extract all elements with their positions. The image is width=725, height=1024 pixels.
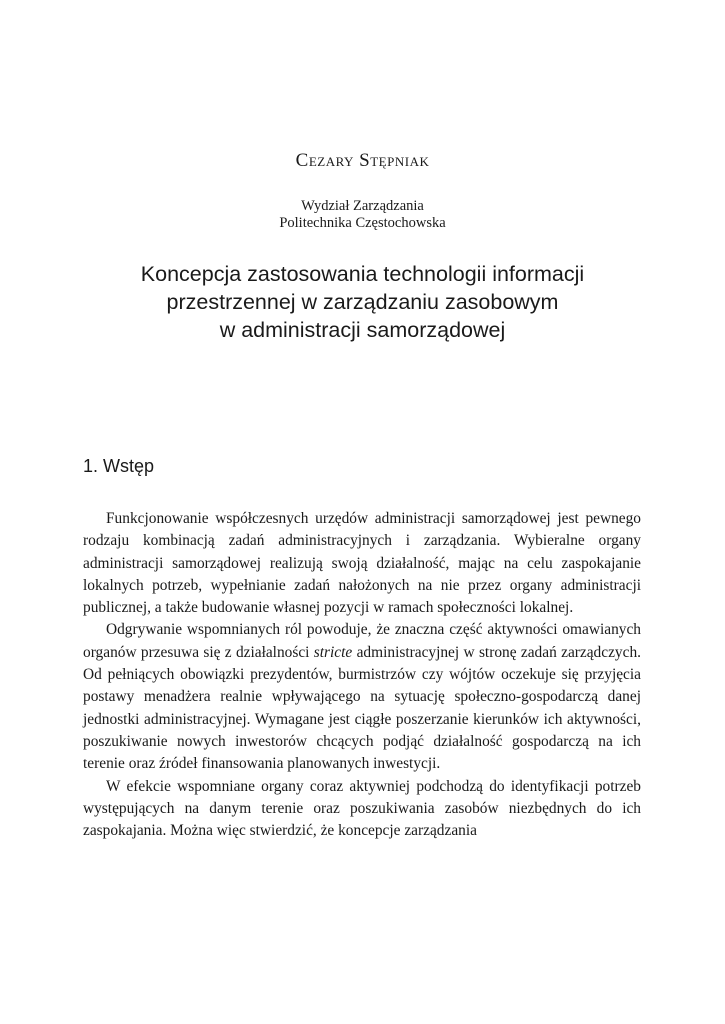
paragraph-2 [83,619,641,775]
paragraph-2-end: administracyjnej w stronę zadań zarządczych. Od pełniących obowiązki prezydentów, burmistrzów czy wójtów oczekuje się przyjęcia postawy menadżera realnie wpływającego na sytuację społeczno-gospodarczą danej jednostki administracyjnej. Wymagane jest ciągłe poszerzanie kierunków ich aktywności, poszukiwanie nowych inwestorów chcących podjąć działalność gospodarczą na ich terenie oraz źródeł finansowania planowanych inwestycji. [83,643,641,773]
paragraph-1: Funkcjonowanie współczesnych urzędów administracji samorządowej jest pewnego rodzaju kombinacją zadań administracyjnych i zarządzania. Wybieralne organy administracji samorządowej realizują swoją działalność, mając na celu zaspokajanie lokalnych potrzeb, wypełnianie zadań nałożonych na nie przez organy administracji publicznej, a także budowanie własnej pozycji w ramach społeczności lokalnej. [83,510,641,617]
section-heading: 1. Wstęp [83,456,155,476]
title-line-1: Koncepcja zastosowania technologii informacji [140,262,585,286]
affiliation-department: Wydział Zarządzania [301,198,424,214]
author-name: Cezary Stępniak [295,150,430,171]
paper-title [60,260,665,344]
title-line-2: przestrzennej w zarządzaniu zasobowym [166,290,559,314]
title-line-3: w administracji samorządowej [219,318,506,342]
paragraph-2-start: Odgrywanie wspomnianych ról powoduje, że znaczna część aktywności omawianych organów przesuwa się z działalności [83,621,641,661]
body-text [83,508,641,842]
affiliation-institution: Politechnika Częstochowska [279,215,446,231]
paragraph-2-italic-term: stricte [313,643,353,661]
paragraph-3: W efekcie wspomniane organy coraz aktywniej podchodzą do identyfikacji potrzeb występujących na danym terenie oraz poszukiwania zasobów niezbędnych do ich zaspokajania. Można więc stwierdzić, że koncepcje zarządzania [83,777,641,840]
